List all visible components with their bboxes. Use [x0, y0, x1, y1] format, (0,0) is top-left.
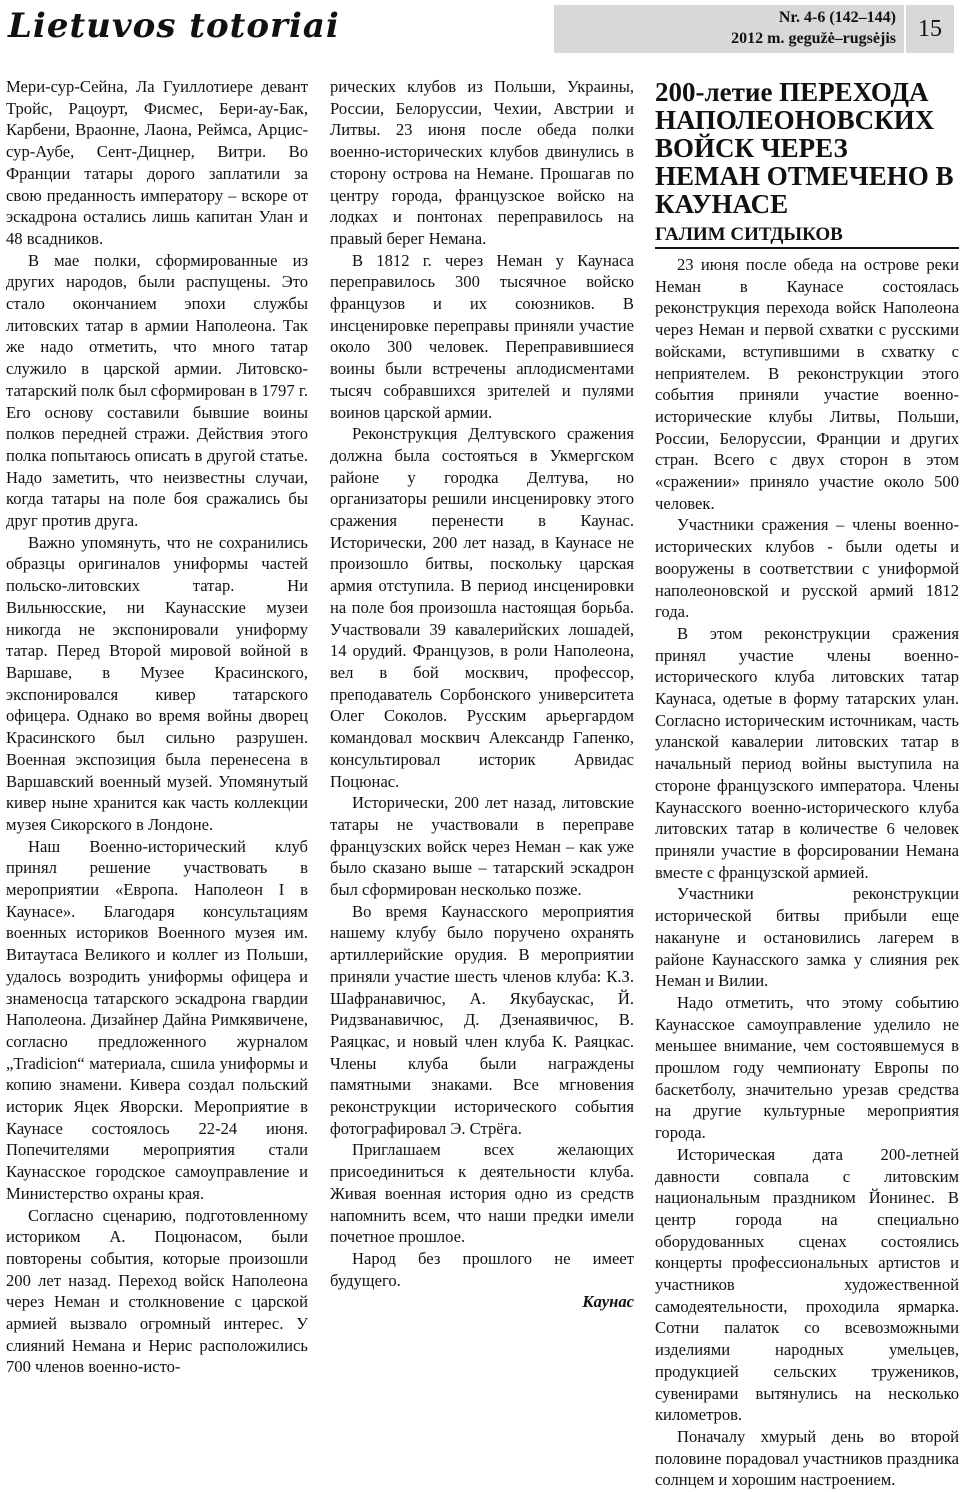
paragraph: В 1812 г. через Неман у Каунаса переправилось 300 тысячное войско французов и их союзников. В инсценировке переправы приняли участие около 300 человек. Переправившиеся воины были встречены аплодисментами тысяч собравшихся зрителей и пулями воинов царской армии.	[330, 250, 634, 422]
newspaper-logo: Lietuvos totoriai	[8, 6, 340, 46]
paragraph: Согласно сценарию, подготовленному историком А. Поцюнасом, были повторены события, которые произошли 200 лет назад. Переход войск Наполеона через Неман и столкновение с царской армией вызвало огромный интерес. У слияний Немана и Нерис расположились 700 членов военно-исто-	[6, 1205, 308, 1377]
paragraph: Исторически, 200 лет назад, литовские татары не участвовали в переправе французских войск через Неман – как уже было сказано выше – татарский эскадрон был сформирован несколько позже.	[330, 793, 634, 900]
page-number: 15	[906, 5, 954, 53]
column-1	[6, 76, 308, 1378]
paragraph: рических клубов из Польши, Украины, России, Белоруссии, Чехии, Австрии и Литвы. 23 июня после обеда полки военно-исторических клубов двинулись в сторону острова на Немане. Прошагав по центру города, французское войско на лодках и понтонах переправилось на правый берег Немана.	[330, 77, 634, 248]
issue-info	[731, 7, 896, 49]
paragraph: В этом реконструкции сражения принял участие члены военно-исторического клуба литовских татар Каунаса, одетые в форму татарских улан. Согласно историческим источникам, часть уланской кавалерии литовских татар в начальный период войны выступила на стороне французского императора. Члены Каунасского военно-исторического клуба литовских татар в количестве 6 человек приняли участие в форсировании Немана вместе с французской армией.	[655, 623, 959, 882]
issue-info-box	[554, 5, 904, 53]
paragraph: 23 июня после обеда на острове реки Неман в Каунасе состоялась реконструкция перехода войск Наполеона через Неман и первой схватки с русскими войсками, вступившими в схватку с неприятелем. В реконструкции этого события приняли участие военно-исторические клубы Литвы, Польши, России, Белоруссии, Франции и других стран. Всего с двух сторон в этом «сражении» приняло участие около 500 человек.	[655, 255, 959, 513]
paragraph: Поначалу хмурый день во второй половине порадовал участников праздника солнцем и хорошим настроением.	[655, 1426, 959, 1490]
paragraph: Историческая дата 200-летней давности совпала с литовским национальным праздником Йонинес. В центр города на специально оборудованных сценах состоялись концерты профессиональных артистов и участников художественной самодеятельности, проходила ярмарка. Сотни палаток со всевозможными изделиями народных умельцев, продукцией сельских тружеников, сувенирами вытянулись на несколько километров.	[655, 1144, 959, 1425]
column-3	[655, 254, 959, 1491]
column-2	[330, 76, 634, 1313]
paragraph: Участники реконструкции исторической битвы прибыли еще накануне и остановились лагерем в районе Каунасского замка у слияния рек Неман и Вилии.	[655, 884, 959, 991]
issue-number: Nr. 4-6 (142–144)	[778, 9, 896, 26]
paragraph: Народ без прошлого не имеет будущего.	[330, 1248, 634, 1290]
article-title: 200-летие ПЕРЕХОДА НАПОЛЕОНОВСКИХ ВОЙСК ЧЕРЕЗ НЕМАН ОТМЕЧЕНО В КАУНАСЕ	[655, 77, 954, 219]
paragraph: Участники сражения – члены военно-исторических клубов - были одеты и вооружены в соответствии с униформой наполеоновской и русской армий 1812 года.	[655, 515, 959, 622]
paragraph: Во время Каунасского мероприятия нашему клубу было поручено охранять артиллерийские орудия. В мероприятии приняли участие шесть членов клуба: К.З. Шафранавичюс, А. Якубаускас, Й. Ридзванавичюс, Д. Дзенаявичюс, В. Раяцкас, и новый член клуба К. Раяцкас. Члены клуба были награждены памятными знаками. Все мгновения реконструкции исторического события фотографировал Э. Стрёга.	[330, 901, 634, 1138]
paragraph: Мери-сур-Сейна, Ла Гуиллотиере девант Тройс, Рацоурт, Фисмес, Бери-ау-Бак, Карбени, Враонне, Лаона, Реймса, Арцис-сур-Аубе, Сент-Дицнер, Витри. Во Франции татары дорого заплатили за свою преданность императору – вскоре от эскадрона остались лишь капитан Улан и 48 всадников.	[6, 77, 308, 248]
article-signature: Каунас	[582, 1292, 634, 1312]
page-header	[0, 0, 960, 60]
paragraph: Надо отметить, что этому событию Каунасское самоуправление уделило не меньшее внимание, чем состоявшемуся в прошлом году чемпионату Европы по баскетболу, значительно урезав средства на другие культурные мероприятия города.	[655, 992, 959, 1143]
paragraph: Реконструкция Делтувского сражения должна была состояться в Укмергском районе у городка Делтува, но организаторы решили инсценировку этого сражения перенести в Каунас. Исторически, 200 лет назад, в Каунасе не произошло битвы, поскольку царская армия отступила. В период инсценировки на поле боя произошла настоящая борьба. Участвовали 39 кавалерийских лошадей, 14 орудий. Французов, в роли Наполеона, вел в бой москвич, профессор, преподаватель Сорбонского университета Олег Соколов. Русским арьергардом командовал москвич Александр Гапенко, консультировал историк Арвидас Поцюнас.	[330, 424, 634, 791]
article-author: ГАЛИМ СИТДЫКОВ	[655, 224, 959, 249]
paragraph: Важно упомянуть, что не сохранились образцы оригиналов униформы частей польско-литовских татар. Ни Вильнюсские, ни Каунасские музеи никогда не экспонировали униформу татар. Перед Второй мировой войной в Варшаве, в Музее Красинского, экспонировался кивер татарского офицера. Однако во время войны дворец Красинского был сильно разрушен. Военная экспозиция была перенесена в Варшавский военный музей. Упомянутый кивер ныне хранится как часть коллекции музея Сикорского в Лондоне.	[6, 532, 308, 834]
paragraph: Приглашаем всех желающих присоединиться к деятельности клуба. Живая военная история одно из средств напомнить всем, что наши предки имели почетное прошлое.	[330, 1140, 634, 1247]
paragraph: Наш Военно-исторический клуб принял решение участвовать в мероприятии «Европа. Наполеон I в Каунасе». Благодаря консультациям военных историков Военного музея им. Витаутаса Великого и коллег из Польши, удалось возродить униформы офицера и знаменосца татарского эскадрона гвардии Наполеона. Дизайнер Дайна Римкявичене, согласно предложенного журналом „Tradicion“ материала, сшила униформы и копию знамени. Кивера создал польский историк Яцек Яворски. Мероприятие в Каунасе состоялось 22-24 июня. Попечителями мероприятия стали Каунасское городское самоуправление и Министерство охраны края.	[6, 836, 308, 1203]
paragraph: В мае полки, сформированные из других народов, были распущены. Это стало окончанием эпохи службы литовских татар в армии Наполеона. Так же надо отметить, что много татар служило в царской армии. Литовско-татарский полк был сформирован в 1797 г. Его основу составили бывшие воины полков передней стражи. Действия этого полка попытаюсь описать в другой статье. Надо заметить, что неизвестны случаи, когда татары на поле боя сражались бы друг против друга.	[6, 250, 308, 531]
issue-date: 2012 m. gegužė–rugsėjis	[731, 30, 896, 47]
